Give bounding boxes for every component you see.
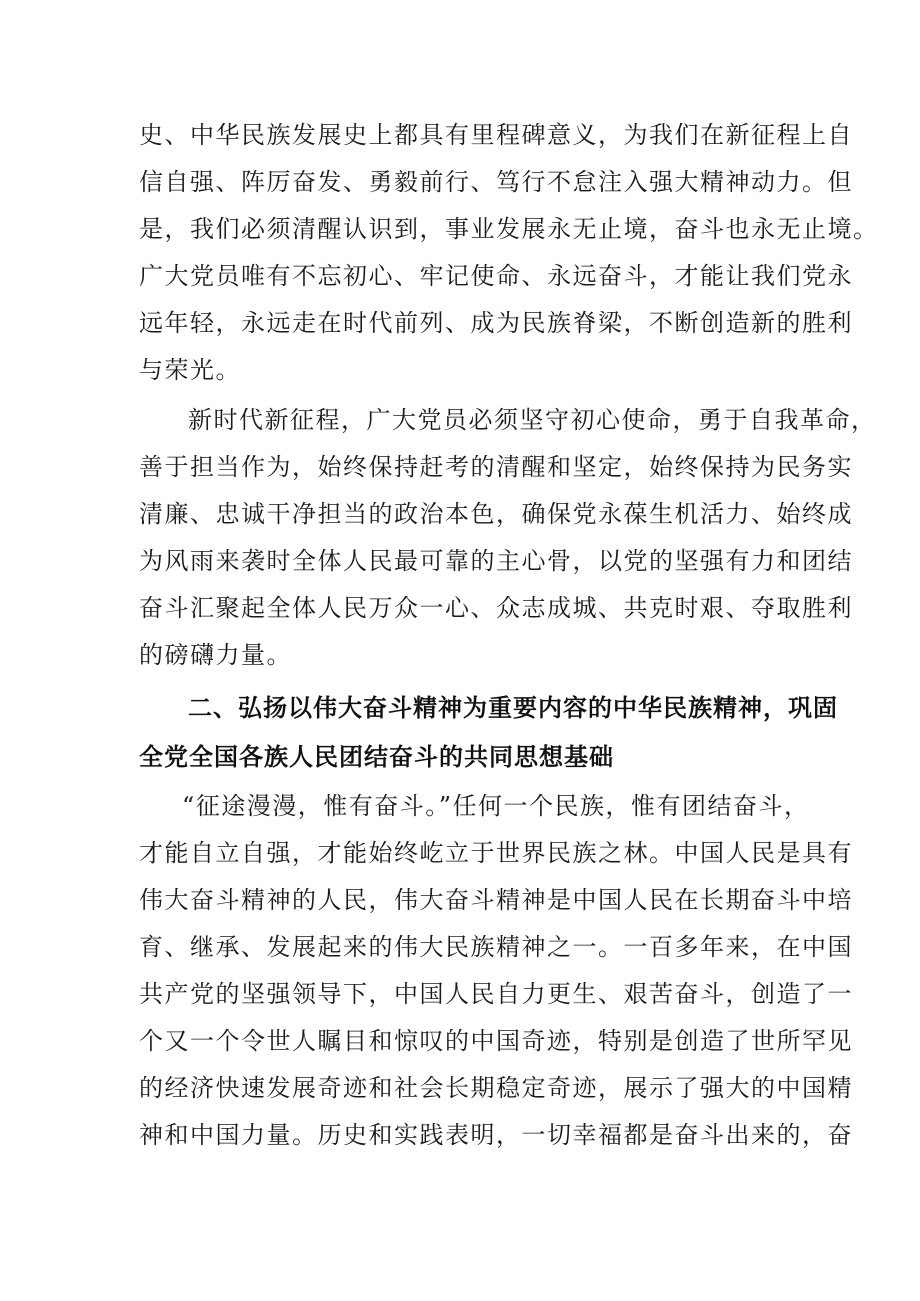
- text-line: 与荣光。: [139, 356, 241, 384]
- paragraph-first-line: 新时代新征程，广大党员必须坚守初心使命，勇于自我革命，: [188, 406, 877, 434]
- text-line: 是，我们必须清醒认识到，事业发展永无止境，奋斗也永无止境。: [139, 215, 879, 243]
- text-line: 奋斗汇聚起全体人民万众一心、众志成城、共克时艰、夺取胜利: [139, 594, 853, 622]
- text-line: 共产党的坚强领导下，中国人民自力更生、艰苦奋斗，创造了一: [139, 980, 853, 1008]
- text-line: 信自强、阵厉奋发、勇毅前行、笃行不怠注入强大精神动力。但: [139, 168, 853, 196]
- text-line: 的磅礴力量。: [139, 641, 292, 669]
- text-line: 的经济快速发展奇迹和社会长期稳定奇迹，展示了强大的中国精: [139, 1074, 853, 1102]
- section-heading-line: 全党全国各族人民团结奋斗的共同思想基础: [139, 743, 614, 771]
- paragraph-first-line: “征途漫漫，惟有奋斗。”任何一个民族，惟有团结奋斗，: [182, 792, 810, 820]
- text-line: 个又一个令世人瞩目和惊叹的中国奇迹，特别是创造了世所罕见: [139, 1027, 853, 1055]
- text-line: 伟大奋斗精神的人民，伟大奋斗精神是中国人民在长期奋斗中培: [139, 886, 853, 914]
- text-line: 广大党员唯有不忘初心、牢记使命、永远奋斗，才能让我们党永: [139, 262, 853, 290]
- text-line: 远年轻，永远走在时代前列、成为民族脊梁，不断创造新的胜利: [139, 309, 853, 337]
- text-line: 为风雨来袭时全体人民最可靠的主心骨，以党的坚强有力和团结: [139, 547, 853, 575]
- text-line: 育、继承、发展起来的伟大民族精神之一。一百多年来，在中国: [139, 933, 853, 961]
- text-line: 神和中国力量。历史和实践表明，一切幸福都是奋斗出来的，奋: [139, 1121, 853, 1149]
- text-line: 才能自立自强，才能始终屹立于世界民族之林。中国人民是具有: [139, 839, 853, 867]
- text-line: 清廉、忠诚干净担当的政治本色，确保党永葆生机活力、始终成: [139, 500, 853, 528]
- text-line: 善于担当作为，始终保持赶考的清醒和坚定，始终保持为民务实: [139, 453, 853, 481]
- text-line: 史、中华民族发展史上都具有里程碑意义，为我们在新征程上自: [139, 121, 853, 149]
- section-heading-line: 二、弘扬以伟大奋斗精神为重要内容的中华民族精神，巩固: [188, 694, 838, 722]
